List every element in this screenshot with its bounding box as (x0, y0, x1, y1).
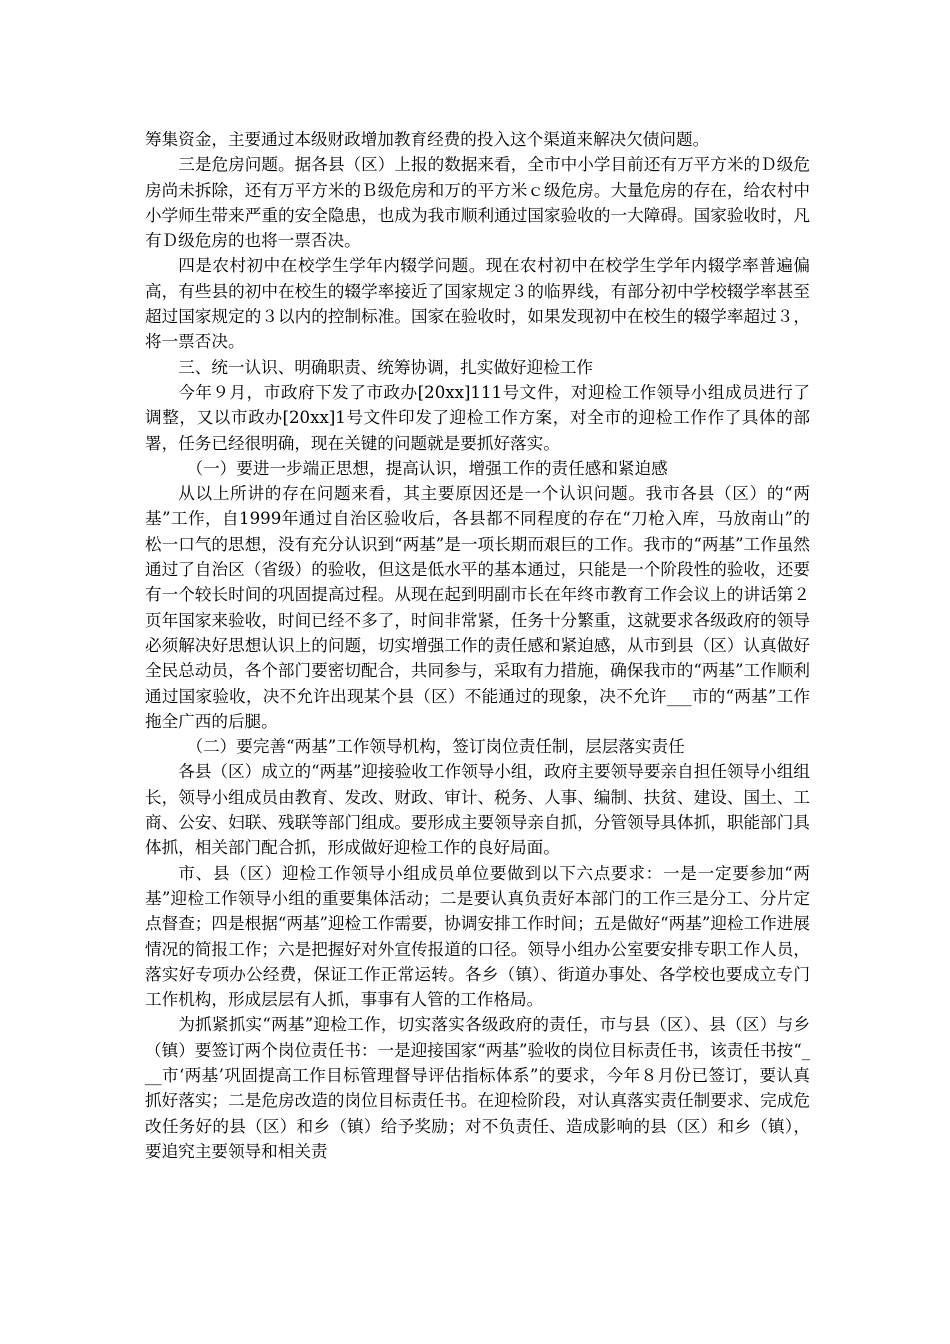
paragraph-5: 今年９月，市政府下发了市政办[20xx]111号文件，对迎检工作领导小组成员进行了调整，又以市政办[20xx]1号文件印发了迎检工作方案，对全市的迎检工作作了具体的部署，任务已经很明确，现在关键的问题就是要抓好落实。 (145, 382, 810, 453)
document-body (145, 127, 810, 1164)
subsection-heading-2: （二）要完善“两基”工作领导机构，签订岗位责任制，层层落实责任 (186, 737, 685, 757)
subsection-heading-1: （一）要进一步端正思想，提高认识，增强工作的责任感和紧迫感 (186, 458, 668, 478)
paragraph-2: 三是危房问题。据各县（区）上报的数据来看，全市中小学目前还有万平方米的Ｄ级危房尚未拆除，还有万平方米的Ｂ级危房和万的平方米ｃ级危房。大量危房的存在，给农村中小学师生带来严重的安全隐患，也成为我市顺利通过国家验收的一大障碍。国家验收时，凡有Ｄ级危房的也将一票否决。 (145, 155, 810, 251)
paragraph-1: 筹集资金，主要通过本级财政增加教育经费的投入这个渠道来解决欠债问题。 (145, 130, 710, 149)
section-heading-3: 三、统一认识、明确职责、统筹协调，扎实做好迎检工作 (178, 357, 594, 377)
paragraph-11: 为抓紧抓实“两基”迎检工作，切实落实各级政府的责任，市与县（区）、县（区）与乡（镇）要签订两个岗位责任书：一是迎接国家“两基”验收的岗位目标责任书，该责任书按“___市‘两基’巩固提高工作目标管理督导评估指标体系”的要求，今年８月份已签订，要认真抓好落实；二是危房改造的岗位目标责任书。在迎检阶段，对认真落实责任制要求、完成危改任务好的县（区）和乡（镇）给予奖励；对不负责任、造成影响的县（区）和乡（镇），要追究主要领导和相关责 (145, 1015, 810, 1161)
paragraph-10: 市、县（区）迎检工作领导小组成员单位要做到以下六点要求：一是一定要参加“两基”迎检工作领导小组的重要集体活动；二是要认真负责好本部门的工作三是分工、分片定点督查；四是根据“两基”迎检工作需要，协调安排工作时间；五是做好“两基”迎检工作进展情况的简报工作；六是把握好对外宣传报道的口径。领导小组办公室要安排专职工作人员，落实好专项办公经费，保证工作正常运转。各乡（镇）、街道办事处、各学校也要成立专门工作机构，形成层层有人抓，事事有人管的工作格局。 (145, 863, 810, 1010)
paragraph-3: 四是农村初中在校学生学年内辍学问题。现在农村初中在校学生学年内辍学率普遍偏高，有些县的初中在校生的辍学率接近了国家规定３的临界线，有部分初中学校辍学率甚至超过国家规定的３以内的控制标准。国家在验收时，如果发现初中在校生的辍学率超过３，将一票否决。 (145, 256, 810, 352)
paragraph-7: 从以上所讲的存在问题来看，其主要原因还是一个认识问题。我市各县（区）的“两基”工作，自1999年通过自治区验收后，各县都不同程度的存在“刀枪入库，马放南山”的松一口气的思想，没有充分认识到“两基”是一项长期而艰巨的工作。我市的“两基”工作虽然通过了自治区（省级）的验收，但这是低水平的基本通过，只能是一个阶段性的验收，还要有一个较长时间的巩固提高过程。从现在起到明副市长在年终市教育工作会议上的讲话第２页年国家来验收，时间已经不多了，时间非常紧，任务十分繁重，这就要求各级政府的领导必须解决好思想认识上的问题，切实增强工作的责任感和紧迫感，从市到县（区）认真做好全民总动员，各个部门要密切配合，共同参与，采取有力措施，确保我市的“两基”工作顺利通过国家验收，决不允许出现某个县（区）不能通过的现象，决不允许___市的“两基”工作拖全广西的后腿。 (145, 484, 810, 731)
paragraph-9: 各县（区）成立的“两基”迎接验收工作领导小组，政府主要领导要亲自担任领导小组组长，领导小组成员由教育、发改、财政、审计、税务、人事、编制、扶贫、建设、国土、工商、公安、妇联、残联等部门组成。要形成主要领导亲自抓，分管领导具体抓，职能部门具体抓，相关部门配合抓，形成做好迎检工作的良好局面。 (145, 762, 810, 858)
